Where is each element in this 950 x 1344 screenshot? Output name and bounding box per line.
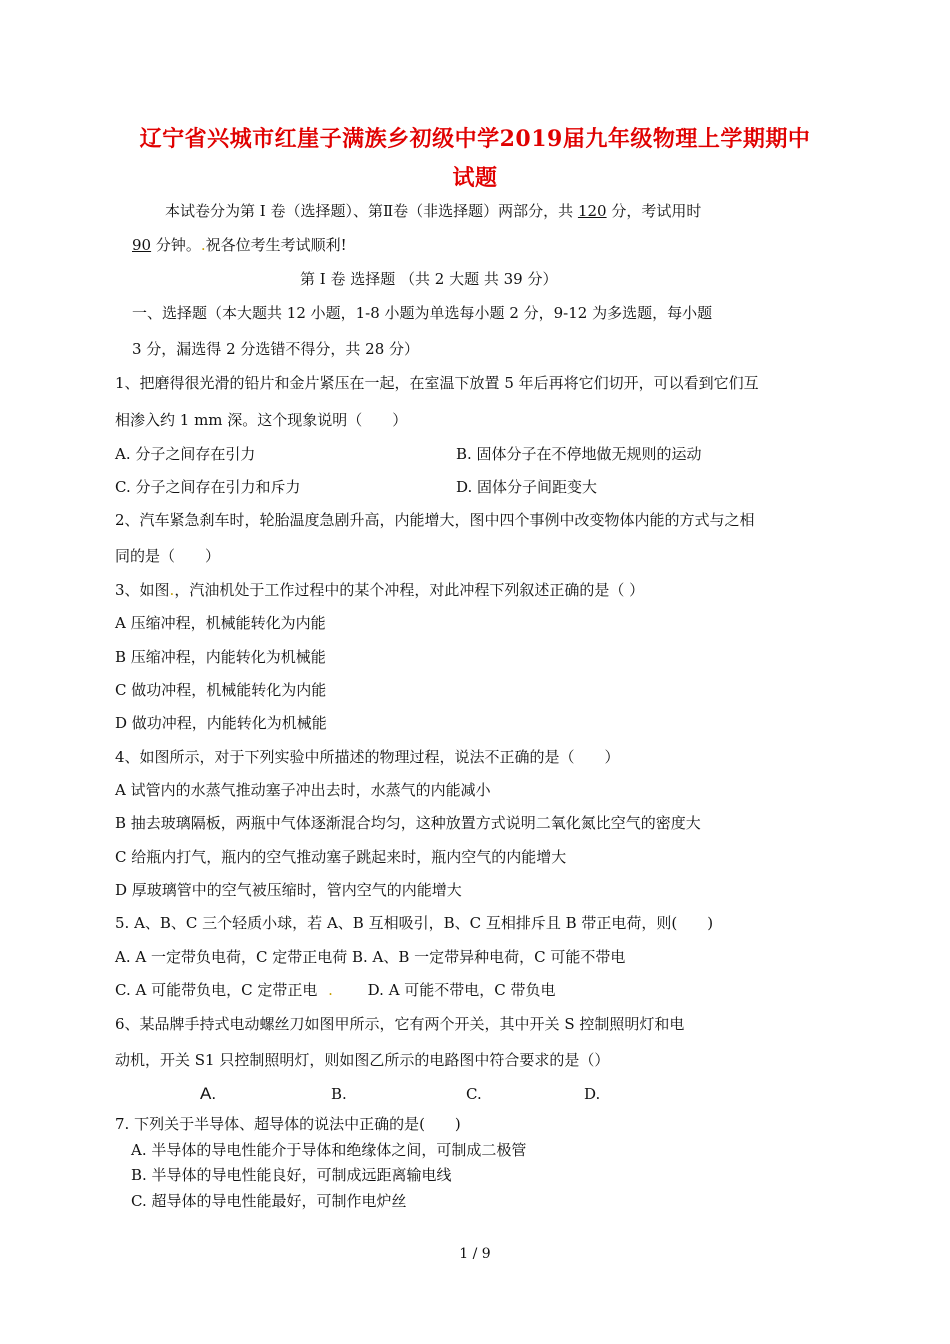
section-title: 第 Ⅰ 卷 选择题 （共 2 大题 共 39 分） — [300, 270, 558, 288]
q6-stem-line1: 6、某品牌手持式电动螺丝刀如图甲所示，它有两个开关，其中开关 S 控制照明灯和电 — [115, 1015, 685, 1033]
q1-stem-line1: 1、把磨得很光滑的铅片和金片紧压在一起，在室温下放置 5 年后再将它们切开，可以看到它们互 — [115, 374, 759, 392]
q2-stem-line1: 2、汽车紧急刹车时，轮胎温度急剧升高，内能增大，图中四个事例中改变物体内能的方式与之相 — [115, 511, 755, 529]
intro-minutes: 90 — [132, 236, 152, 254]
q6-option-c: C. — [466, 1085, 482, 1103]
page-number: 1 / 9 — [459, 1246, 491, 1262]
intro-line2 — [132, 234, 347, 256]
q7-option-a: A. 半导体的导电性能介于导体和绝缘体之间，可制成二极管 — [131, 1141, 527, 1159]
q5-option-c: C. A 可能带负电，C 定带正电 — [115, 981, 318, 999]
intro-mid: 分，考试用时 — [606, 202, 702, 220]
q5-option-d: D. A 可能不带电，C 带负电 — [367, 981, 556, 999]
intro-line1 — [165, 200, 701, 222]
q3-stem-post: ，汽油机处于工作过程中的某个冲程，对此冲程下列叙述正确的是（ ） — [174, 581, 645, 599]
q3-option-d: D 做功冲程，内能转化为机械能 — [115, 714, 327, 732]
q1-stem-line2: 相渗入约 1 mm 深。这个现象说明（ ） — [115, 411, 408, 429]
q1-option-b: B. 固体分子在不停地做无规则的运动 — [456, 445, 702, 463]
q4-option-b: B 抽去玻璃隔板，两瓶中气体逐渐混合均匀，这种放置方式说明二氧化氮比空气的密度大 — [115, 814, 701, 832]
q3-option-a: A 压缩冲程，机械能转化为内能 — [115, 614, 326, 632]
q6-option-a: A. — [200, 1084, 217, 1103]
q3-option-b: B 压缩冲程，内能转化为机械能 — [115, 648, 326, 666]
document-title-line1: 辽宁省兴城市红崖子满族乡初级中学2019届九年级物理上学期期中 — [139, 126, 811, 152]
q5-dot: . — [328, 981, 333, 999]
q1-option-d: D. 固体分子间距变大 — [456, 478, 598, 496]
q7-stem: 7. 下列关于半导体、超导体的说法中正确的是( ) — [115, 1115, 461, 1133]
intro-wish: 祝各位考生考试顺利! — [205, 236, 347, 254]
document-title-line2: 试题 — [452, 165, 498, 191]
q6-option-d: D. — [584, 1085, 601, 1103]
intro-post: 分钟。 — [151, 236, 201, 254]
q7-option-b: B. 半导体的导电性能良好，可制成远距离输电线 — [131, 1166, 452, 1184]
q5-option-cd — [115, 979, 556, 1001]
q3-stem-pre: 3、如图 — [115, 581, 170, 599]
q4-option-d: D 厚玻璃管中的空气被压缩时，管内空气的内能增大 — [115, 881, 462, 899]
part1-line1: 一、选择题（本大题共 12 小题，1-8 小题为单选每小题 2 分，9-12 为多选题，每小题 — [132, 304, 713, 322]
q1-option-c: C. 分子之间存在引力和斥力 — [115, 478, 301, 496]
q1-option-a: A. 分子之间存在引力 — [115, 445, 256, 463]
q4-option-a: A 试管内的水蒸气推动塞子冲出去时，水蒸气的内能减小 — [115, 781, 491, 799]
part1-line2: 3 分，漏选得 2 分选错不得分，共 28 分） — [132, 340, 420, 358]
q6-option-b: B. — [331, 1085, 347, 1103]
q3-option-c: C 做功冲程，机械能转化为内能 — [115, 681, 327, 699]
q3-dot: . — [169, 581, 175, 599]
intro-pre: 本试卷分为第 I 卷（选择题）、第Ⅱ卷（非选择题）两部分，共 — [165, 202, 578, 220]
q7-option-c: C. 超导体的导电性能最好，可制作电炉丝 — [131, 1192, 407, 1210]
q2-stem-line2: 同的是（ ） — [115, 547, 221, 565]
intro-score: 120 — [577, 202, 607, 220]
q5-option-ab: A. A 一定带负电荷，C 定带正电荷 B. A、B 一定带异种电荷，C 可能不带电 — [115, 948, 626, 966]
q3-stem — [115, 579, 644, 601]
q4-option-c: C 给瓶内打气，瓶内的空气推动塞子跳起来时，瓶内空气的内能增大 — [115, 848, 567, 866]
q6-stem-line2: 动机，开关 S1 只控制照明灯，则如图乙所示的电路图中符合要求的是（） — [115, 1051, 610, 1069]
q4-stem: 4、如图所示，对于下列实验中所描述的物理过程，说法不正确的是（ ） — [115, 748, 620, 766]
q5-stem: 5. A、B、C 三个轻质小球，若 A、B 互相吸引，B、C 互相排斥且 B 带正电荷，则( ) — [115, 914, 714, 932]
intro-dot: . — [200, 236, 206, 254]
